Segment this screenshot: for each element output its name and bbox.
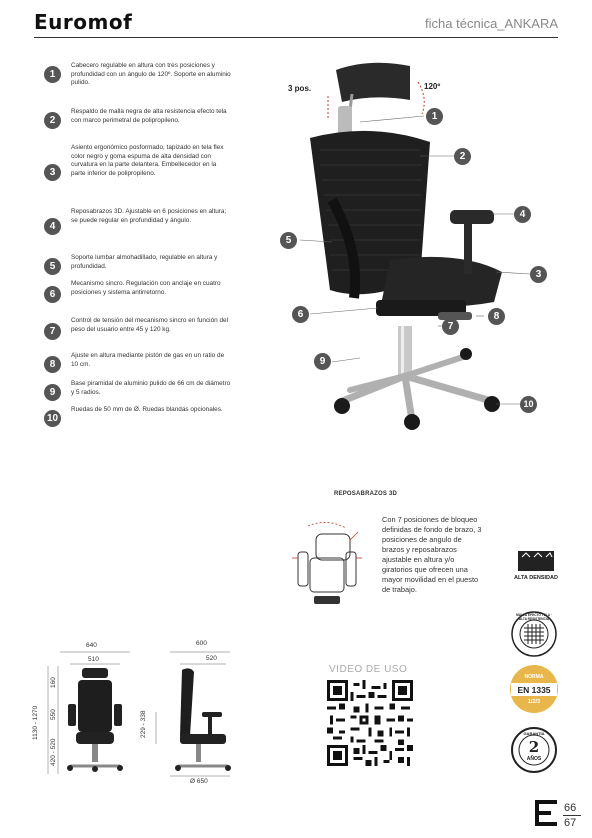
page-number-right: 67	[564, 817, 577, 829]
feature-number: 7	[44, 323, 61, 340]
feature-number: 5	[44, 258, 61, 275]
norm-badge	[509, 664, 559, 714]
callout-8: 8	[488, 308, 505, 325]
height-total: 1130 - 1270	[32, 705, 39, 740]
feature-text: Ruedas de 50 mm de Ø. Ruedas blandas opcionales.	[71, 406, 223, 413]
side-width-outer: 600	[196, 640, 207, 647]
brand-mark-icon	[535, 800, 557, 826]
feature-number: 9	[44, 384, 61, 401]
height-seat: 420 - 520	[50, 738, 57, 766]
warranty-badge	[510, 726, 558, 774]
callout-10: 10	[520, 396, 537, 413]
page-header	[34, 10, 558, 38]
callout-9: 9	[314, 353, 331, 370]
callout-4: 4	[514, 206, 531, 223]
video-qr-code[interactable]	[327, 680, 413, 766]
headrest-angle-label: 120º	[424, 82, 441, 91]
armrest-diagram	[290, 512, 364, 612]
warranty-unit: AÑOS	[526, 756, 542, 762]
feature-number: 3	[44, 164, 61, 181]
feature-number: 8	[44, 356, 61, 373]
density-ring-text: ESPUMA INYECTADA	[515, 547, 557, 552]
height-headrest: 160	[50, 677, 57, 688]
feature-text: Cabecero regulable en altura con tres posiciones y profundidad con un ángulo de 120º. Soporte en aluminio pulido.	[71, 62, 231, 87]
mesh-ring-text: MALLA EFECTO TELA · ALTA RESISTENCIA	[516, 613, 552, 621]
dimension-drawings	[30, 636, 250, 786]
callout-1: 1	[426, 108, 443, 125]
feature-text: Soporte lumbar almohadillado, regulable en altura y profundidad.	[71, 254, 218, 270]
high-density-badge	[512, 547, 560, 595]
feature-text: Ajuste en altura mediante pistón de gas en un ratio de 10 cm.	[71, 352, 225, 368]
callout-2: 2	[454, 148, 471, 165]
norm-code: EN 1335	[517, 685, 551, 695]
callout-7: 7	[442, 318, 459, 335]
warranty-label: GARANTÍA	[523, 731, 545, 736]
norm-label: NORMA	[524, 674, 544, 680]
chair-drawing	[270, 50, 560, 445]
video-label: VIDEO DE USO	[329, 664, 408, 675]
brand-logo: Euromof	[34, 10, 133, 34]
feature-text: Base piramidal de aluminio pulido de 66 cm de diámetro y 5 radios.	[71, 380, 231, 396]
feature-number: 1	[44, 66, 61, 83]
feature-text: Reposabrazos 3D. Ajustable en 6 posiciones en altura; se puede regular en profundidad y ángulo.	[71, 208, 227, 224]
feature-text: Mecanismo sincro. Regulación con anclaje en cuatro posiciones y sistema antirretorno.	[71, 280, 221, 296]
page-divider	[563, 815, 581, 816]
density-label: ALTA DENSIDAD	[514, 575, 558, 581]
armrest-title: REPOSABRAZOS 3D	[334, 491, 398, 497]
feature-number: 4	[44, 218, 61, 235]
feature-number: 2	[44, 112, 61, 129]
feature-text: Respaldo de malla negra de alta resistencia efecto tela con marco perimetral de polipropileno.	[71, 108, 227, 124]
mesh-badge	[510, 610, 558, 658]
feature-text: Control de tensión del mecanismo sincro en función del peso del usuario entre 45 y 120 kg.	[71, 317, 229, 333]
feature-text: Asiento ergonómico posformado, tapizado en tela flex color negro y goma espuma de alta densidad con curvatura en la parte delantera. Embellecedor en la parte inferior de polipropileno.	[71, 144, 224, 177]
callout-5: 5	[280, 232, 297, 249]
callout-3: 3	[530, 266, 547, 283]
base-diameter: Ø 650	[190, 778, 208, 785]
front-width-inner: 510	[88, 656, 99, 663]
armrest-height: 229 - 338	[140, 710, 147, 738]
sheet-title: ficha técnica_ANKARA	[425, 16, 558, 31]
headrest-positions-label: 3 pos.	[288, 84, 312, 93]
armrest-description: Con 7 posiciones de bloqueo definidas de fondo de brazo, 3 posiciones de angulo de brazos y reposabrazos ajustable en altura y/o giratorios que ofrecen una mayor movilidad en el puesto de trabajo.	[382, 515, 482, 594]
chair-illustration	[270, 50, 560, 445]
front-width-outer: 640	[86, 642, 97, 649]
warranty-years: 2	[528, 738, 540, 756]
height-back: 550	[50, 709, 57, 720]
page-number-left: 66	[564, 802, 577, 814]
feature-number: 10	[44, 410, 61, 427]
side-width-inner: 520	[206, 655, 217, 662]
norm-classes: 1/2/3	[527, 699, 541, 705]
callout-6: 6	[292, 306, 309, 323]
feature-number: 6	[44, 286, 61, 303]
